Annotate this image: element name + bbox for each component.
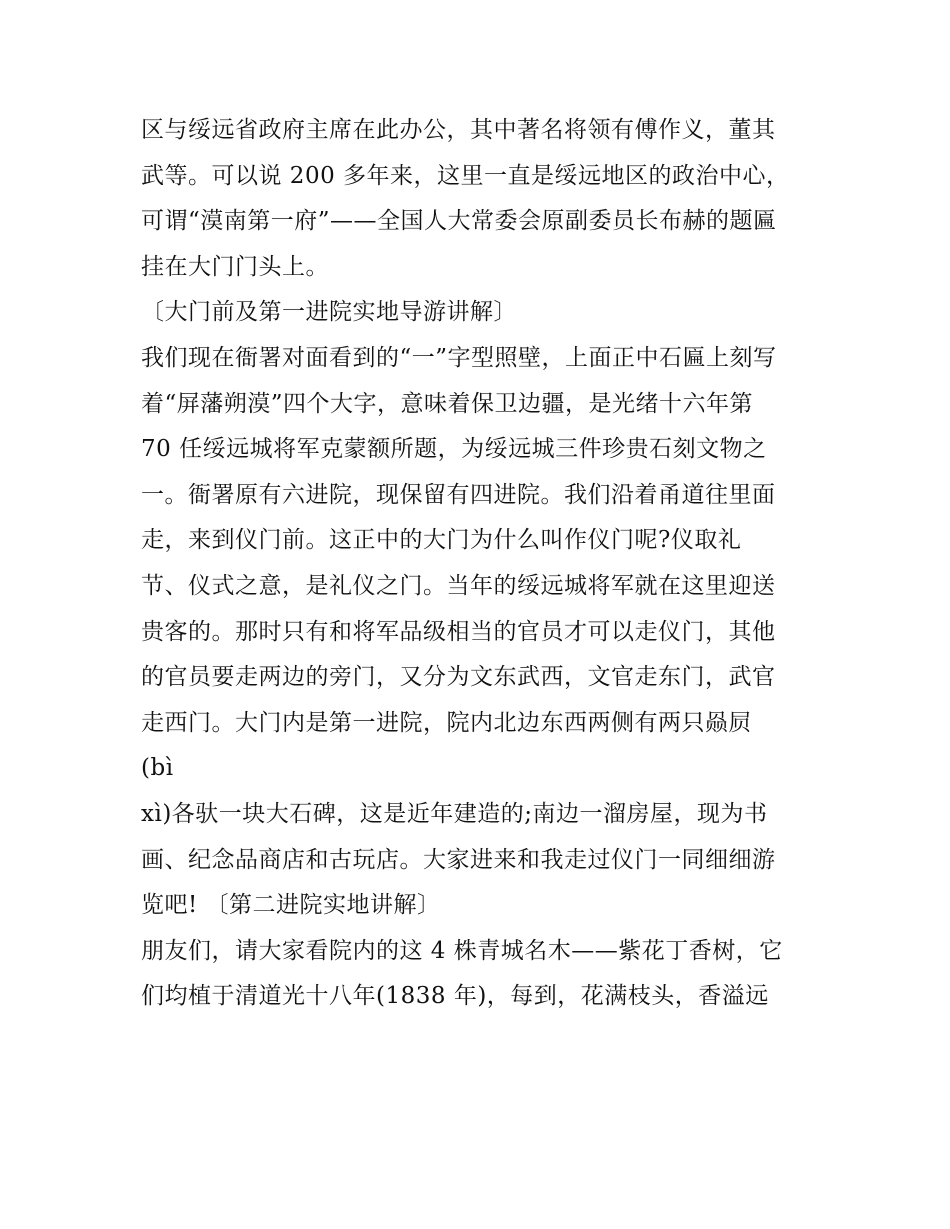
text-line: (bì bbox=[141, 755, 174, 782]
document-body bbox=[141, 108, 831, 1020]
text-line: 朋友们，请大家看院内的这 4 株青城名木——紫花丁香树，它 bbox=[141, 937, 783, 964]
text-line: 挂在大门门头上。 bbox=[141, 253, 329, 280]
text-line: 一。衙署原有六进院，现保留有四进院。我们沿着甬道往里面 bbox=[141, 481, 776, 508]
text-line: 走，来到仪门前。这正中的大门为什么叫作仪门呢?仪取礼 bbox=[141, 527, 742, 554]
section-heading: 〔大门前及第一进院实地导游讲解〕 bbox=[141, 299, 517, 326]
text-line: 可谓“漠南第一府”——全国人大常委会原副委员长布赫的题匾 bbox=[141, 208, 777, 235]
text-line: 画、纪念品商店和古玩店。大家进来和我走过仪门一同细细游 bbox=[141, 846, 776, 873]
text-line: 的官员要走两边的旁门，又分为文东武西，文官走东门，武官 bbox=[141, 664, 776, 691]
text-line: 着“屏藩朔漠”四个大字，意味着保卫边疆，是光绪十六年第 bbox=[141, 390, 754, 417]
text-line: 70 任绥远城将军克蒙额所题，为绥远城三件珍贵石刻文物之 bbox=[141, 436, 767, 463]
text-line: 我们现在衙署对面看到的“一”字型照壁，上面正中石匾上刻写 bbox=[141, 344, 777, 371]
text-line: 武等。可以说 200 多年来，这里一直是绥远地区的政治中心， bbox=[141, 162, 790, 189]
text-line: 览吧! 〔第二进院实地讲解〕 bbox=[141, 892, 441, 919]
text-line: 区与绥远省政府主席在此办公，其中著名将领有傅作义，董其 bbox=[141, 117, 776, 143]
text-line: 贵客的。那时只有和将军品级相当的官员才可以走仪门，其他 bbox=[141, 618, 776, 645]
text-line: 走西门。大门内是第一进院，院内北边东西两侧有两只赑屃 bbox=[141, 709, 752, 736]
text-line: 节、仪式之意，是礼仪之门。当年的绥远城将军就在这里迎送 bbox=[141, 572, 776, 599]
text-line: 们均植于清道光十八年(1838 年)，每到，花满枝头，香溢远 bbox=[141, 983, 769, 1010]
text-line: xì)各驮一块大石碑，这是近年建造的;南边一溜房屋，现为书 bbox=[141, 800, 768, 827]
